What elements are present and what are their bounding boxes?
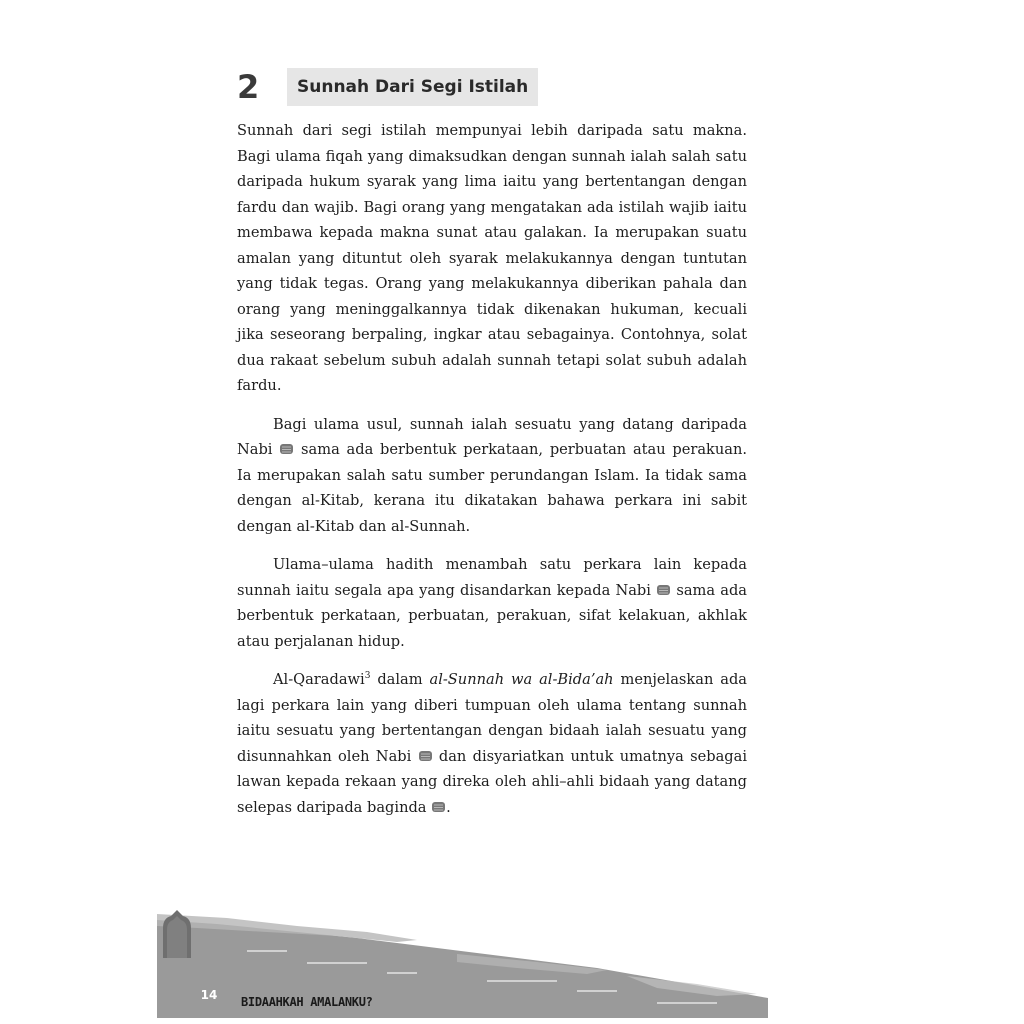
footnote-ref: 3 <box>364 671 371 682</box>
paragraph-3: Ulama–ulama hadith menambah satu perkara lain kepada sunnah iaitu segala apa yang disandarkan kepada Nabi sama ada berbentuk perkataan, perbuatan, perakuan, sifat kelakuan, akhlak atau perjalanan hidup. <box>237 556 747 650</box>
book-reference: al-Sunnah wa al-Bida’ah <box>429 671 614 688</box>
book-page <box>157 40 768 1018</box>
salawat-icon <box>418 749 433 763</box>
salawat-icon <box>279 442 294 456</box>
salawat-icon <box>656 583 671 597</box>
section-heading <box>237 67 538 107</box>
running-title: BIDAAHKAH AMALANKU? <box>241 995 373 1009</box>
paragraph-4: Al-Qaradawi$^3$ dalam al-Sunnah wa al-Bida’ah menjelaskan ada lagi perkara lain yang diberi tumpuan oleh ulama tentang sunnah iaitu sesuatu yang bertentangan dengan bidaah ialah sesuatu yang disunnahkan oleh Nabi dan disyariatkan untuk umatnya sebagai lawan kepada rekaan yang direka oleh ahli–ahli bidaah yang datang selepas daripada baginda . <box>237 671 748 816</box>
page-badge-icon <box>157 910 197 958</box>
salawat-icon <box>431 800 446 814</box>
paragraph-2: Bagi ulama usul, sunnah ialah sesuatu yang datang daripada Nabi sama ada berbentuk perkataan, perbuatan atau perakuan. Ia merupakan salah satu sumber perundangan Islam. Ia tidak sama dengan al-Kitab, kerana itu dikatakan bahawa perkara ini sabit dengan al-Kitab dan al-Sunnah. <box>237 415 748 535</box>
body-text <box>237 118 747 833</box>
page-number: 14 <box>200 988 218 1002</box>
paragraph-1: Sunnah dari segi istilah mempunyai lebih daripada satu makna. Bagi ulama fiqah yang dimaksudkan dengan sunnah ialah salah satu daripada hukum syarak yang lima iaitu yang bertentangan dengan fardu dan wajib. Bagi orang yang mengatakan ada istilah wajib iaitu membawa kepada makna sunat atau galakan. Ia merupakan suatu amalan yang dituntut oleh syarak melakukannya dengan tuntutan yang tidak tegas. Orang yang melakukannya diberikan pahala dan orang yang meninggalkannya tidak dikenakan hukuman, kecuali jika seseorang berpaling, ingkar atau sebagainya. Contohnya, solat dua rakaat sebelum subuh adalah sunnah tetapi solat subuh adalah fardu. <box>237 122 747 394</box>
page-footer <box>157 910 768 1018</box>
section-number: 2 <box>237 68 260 106</box>
section-title: Sunnah Dari Segi Istilah <box>287 68 538 106</box>
